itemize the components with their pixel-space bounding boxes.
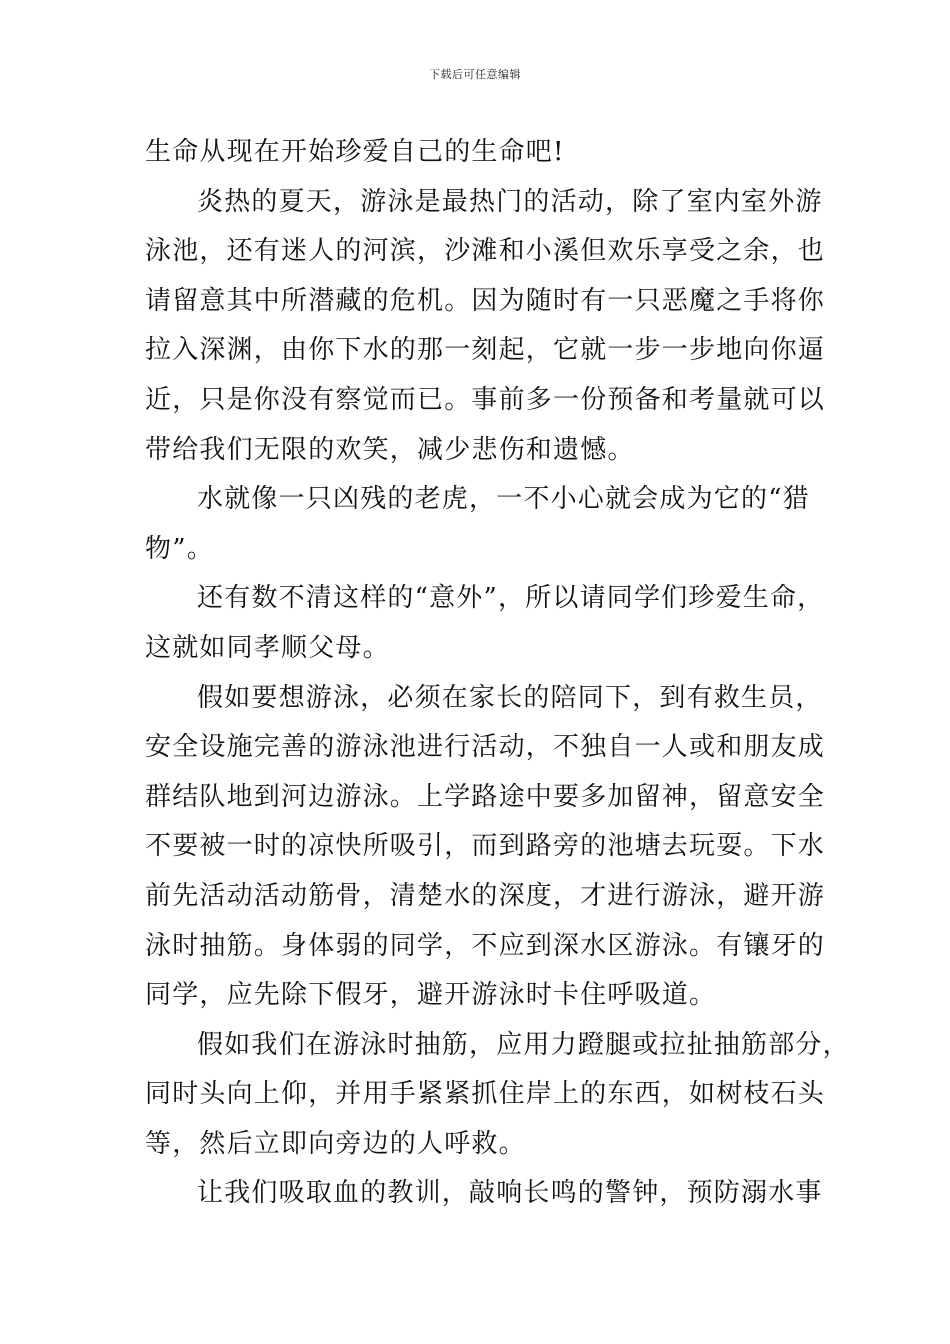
text-line: 生命从现在开始珍爱自己的生命吧!: [145, 137, 565, 167]
text-line: 前先活动活动筋骨，清楚水的深度，才进行游泳，避开游: [145, 880, 826, 911]
document-body: [145, 128, 850, 1219]
text-line: 这就如同孝顺父母。: [145, 632, 390, 663]
text-line: 拉入深渊，由你下水的那一刻起，它就一步一步地向你逼: [145, 335, 826, 366]
text-line: 同学，应先除下假牙，避开游泳时卡住呼吸道。: [145, 980, 717, 1011]
text-line: 水就像一只凶残的老虎，一不小心就会成为它的“猎: [197, 484, 810, 515]
text-line: 群结队地到河边游泳。上学路途中要多加留神，留意安全: [145, 781, 826, 812]
text-line: 不要被一时的凉快所吸引，而到路旁的池塘去玩耍。下水: [145, 831, 826, 862]
text-line: 泳时抽筋。身体弱的同学，不应到深水区游泳。有镶牙的: [145, 930, 826, 961]
text-line: 带给我们无限的欢笑，减少悲伤和遗憾。: [145, 434, 635, 465]
text-line: 还有数不清这样的“意外”，所以请同学们珍爱生命，: [197, 583, 825, 614]
text-line: 同时头向上仰，并用手紧紧抓住岸上的东西，如树枝石头: [145, 1079, 826, 1110]
text-line: 炎热的夏天，游泳是最热门的活动，除了室内室外游: [197, 186, 823, 217]
text-line: 请留意其中所潜藏的危机。因为随时有一只恶魔之手将你: [145, 285, 826, 316]
text-line: 安全设施完善的游泳池进行活动，不独自一人或和朋友成: [145, 732, 826, 763]
text-line: 近，只是你没有察觉而已。事前多一份预备和考量就可以: [145, 384, 826, 415]
text-line: 物”。: [145, 533, 214, 564]
text-line: 假如我们在游泳时抽筋，应用力蹬腿或拉扯抽筋部分，: [197, 1029, 850, 1060]
page-header-note: 下载后可任意编辑: [429, 68, 521, 81]
text-line: 泳池，还有迷人的河滨，沙滩和小溪但欢乐享受之余，也: [145, 236, 826, 267]
text-line: 假如要想游泳，必须在家长的陪同下，到有救生员，: [197, 682, 823, 713]
text-line: 让我们吸取血的教训，敲响长鸣的警钟，预防溺水事: [197, 1178, 823, 1209]
text-line: 等，然后立即向旁边的人呼救。: [145, 1128, 526, 1159]
